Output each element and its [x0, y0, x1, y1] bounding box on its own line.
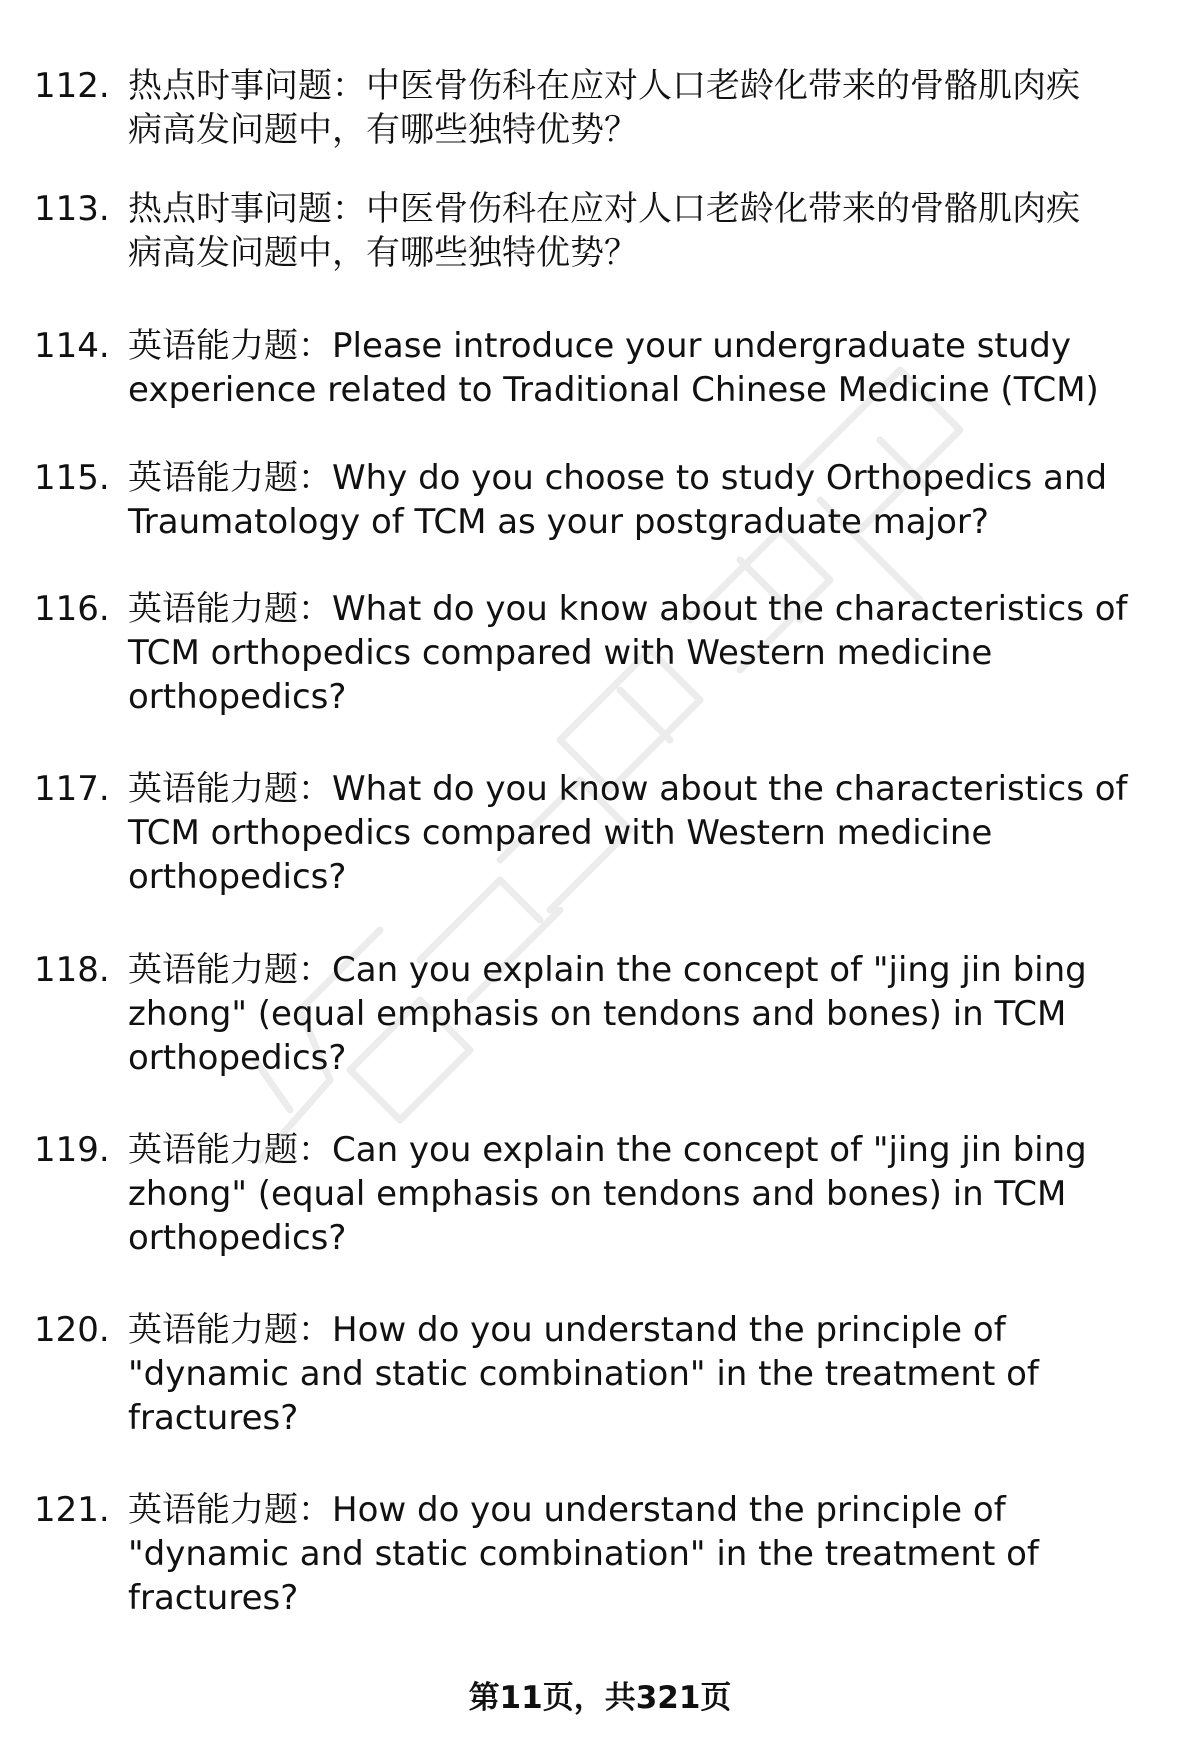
question-text-line: 英语能力题：Why do you choose to study Orthopedics and [128, 458, 1108, 498]
question-text-line: 热点时事问题：中医骨伤科在应对人口老龄化带来的骨骼肌肉疾 [128, 189, 1080, 229]
question-text-line: orthopedics? [128, 857, 347, 897]
question-number: 116. [34, 589, 110, 629]
question-text-line: 英语能力题：What do you know about the characteristics of [128, 589, 1128, 629]
question-text-line: 英语能力题：How do you understand the principle of [128, 1310, 1006, 1350]
question-number: 120. [34, 1310, 110, 1350]
question-text-line: "dynamic and static combination" in the treatment of [128, 1534, 1039, 1574]
question-text-line: orthopedics? [128, 1218, 347, 1258]
question-text-line: 英语能力题：Can you explain the concept of "jing jin bing [128, 950, 1087, 990]
question-text-line: 热点时事问题：中医骨伤科在应对人口老龄化带来的骨骼肌肉疾 [128, 66, 1080, 106]
question-text-line: zhong" (equal emphasis on tendons and bones) in TCM [128, 994, 1067, 1034]
question-text-line: 英语能力题：Can you explain the concept of "jing jin bing [128, 1130, 1087, 1170]
question-text-line: zhong" (equal emphasis on tendons and bones) in TCM [128, 1174, 1067, 1214]
question-text-line: Traumatology of TCM as your postgraduate major? [128, 502, 989, 542]
question-number: 113. [34, 189, 110, 229]
question-text-line: fractures? [128, 1578, 299, 1618]
question-text-line: orthopedics? [128, 677, 347, 717]
page-number: 第11页，共321页 [468, 1680, 732, 1716]
question-number: 117. [34, 769, 110, 809]
question-text-line: experience related to Traditional Chinese Medicine (TCM) [128, 370, 1099, 410]
question-text-line: 病高发问题中，有哪些独特优势？ [128, 233, 638, 273]
question-text-line: orthopedics? [128, 1038, 347, 1078]
question-text-line: 英语能力题：How do you understand the principle of [128, 1490, 1006, 1530]
question-number: 118. [34, 950, 110, 990]
question-text-line: 病高发问题中，有哪些独特优势？ [128, 110, 638, 150]
question-number: 114. [34, 326, 110, 366]
question-text-line: TCM orthopedics compared with Western medicine [128, 633, 993, 673]
question-number: 112. [34, 66, 110, 106]
question-number: 121. [34, 1490, 110, 1530]
question-number: 119. [34, 1130, 110, 1170]
question-text-line: 英语能力题：What do you know about the characteristics of [128, 769, 1128, 809]
question-text-line: "dynamic and static combination" in the treatment of [128, 1354, 1039, 1394]
question-text-line: fractures? [128, 1398, 299, 1438]
question-text-line: TCM orthopedics compared with Western medicine [128, 813, 993, 853]
question-number: 115. [34, 458, 110, 498]
question-text-line: 英语能力题：Please introduce your undergraduate study [128, 326, 1072, 366]
